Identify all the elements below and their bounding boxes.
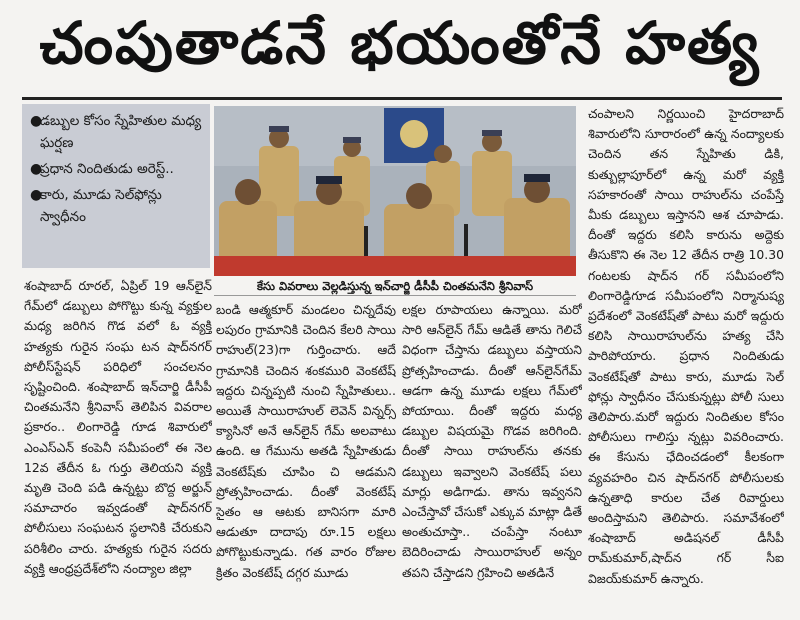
column-text: చంపాలని నిర్ణయించి హైదరాబాద్ శివారులోని సూరారంలో ఉన్న నంద్యాలకు చెందిన తన స్నేహితు డికి, కుత్బుల్లాపూర్‌లో ఉన్న మరో వ్యక్తి సహకారంతో సాయి రాహుల్‌ను చంపేస్తే మీకు డబ్బులు ఇస్తానని ఆశ చూపాడు. దీంతో ఇద్దరు కలిసి కారును అద్దెకు తీసుకొని ఈ నెల 12 తేదీన రాత్రి 10.30 గంటలకు షాద్‌న గర్ సమీపంలోని లింగారెడ్డిగూడ సమీపంలోని నిర్మానుష్య ప్రదేశంలో వెంకటేష్‌తో పాటు మరో ఇద్దురు కలిసి సాయిరాహుల్‌ను హత్య చేసి పారిపోయారు. ప్రధాన నిందితుడు వెంకటేష్‌తో పాటు కారు, మూడు సెల్ ఫోన్లు స్వాధీనం చేసుకున్నట్లు పోలీ సులు తెలిపారు.మరో ఇద్దురు నిందితుల కోసం పోలీసులు గాలిస్తు న్నట్లు వివరించారు. ఈ కేసును ఛేదించడంలో కీలకంగా వ్యవహరిం చిన షాద్‌నగర్ పోలీసులకు ఉన్నతాధి కారుల చేత రివార్డులు అందిస్తామని తెలిపారు. సమావేశంలో శంషాబాద్ అడిషనల్ డీసీపీ రామ్‌కుమార్,షాద్‌న గర్ సీఐ విజయ్‌కుమార్ ఉన్నారు. (588, 106, 784, 586)
column-text: లక్షల రూపాయలు ఉన్నాయి. మరో సారి ఆన్‌లైన్ గేమ్ ఆడితే తాను గెలిచే విధంగా చేస్తాను డబ్బులు వస్తాయని ప్రోత్సహించాడు. దీంతో ఆన్‌లైన్‌గేమ్ ఆడగా ఉన్న మూడు లక్షలు గేమ్‌లో పోయాయి. దీంతో ఇద్దరు మధ్య డబ్బుల విషయమై గొడవ జరిగింది. దీంతో సాయి రాహుల్‌ను తనకు డబ్బులు ఇవ్వాలని వెంకటేష్ పలు మార్లు అడిగాడు. తాను ఇవ్వనని ఎంచేస్తావో చేసుకో ఎక్కువ మాట్లా డితే అంతుచూస్తా.. చంపేస్తా నంటూ బెదిరించాడు సాయిరాహుల్ అన్నం తపని చేస్తాడని గ్రహించి అతడినే (402, 302, 582, 580)
article-column-1 (24, 276, 212, 606)
bullet-icon: ● (30, 161, 43, 177)
highlight-text: డబ్బుల కోసం స్నేహితుల మధ్య ఘర్షణ (40, 113, 202, 151)
bullet-icon: ● (30, 187, 43, 203)
highlights-box (22, 104, 210, 268)
article-column-3 (402, 300, 582, 606)
police-officers-illustration (214, 106, 576, 276)
column-text: శంషాబాద్ రూరల్, ఏప్రిల్ 19 ఆన్‌లైన్ గేమ్‌లో డబ్బులు పోగొట్టు కున్న వ్యక్తుల మధ్య జరిగిన గొడ వలో ఓ వ్యక్తి హత్యకు గురైన సంఘ టన షాద్‌నగర్ పోలీస్‌స్టేషన్ పరిధిలో సంచలనం సృష్టించింది. శంషాబాద్ ఇన్‌చార్జి డీసీపీ చింతమనేని శ్రీనివాస్ తెలిపిన వివరాల ప్రకారం.. లింగారెడ్డి గూడ శివారులో ఎంఎస్ఎన్ కంపెనీ సమీపంలో ఈ నెల 12వ తేదీన ఓ గుర్తు తెలియని వ్యక్తి మృతి చెంది పడి ఉన్నట్టు బొద్ద అర్జున్ సమాచారం ఇవ్వడంతో షాద్‌నగర్ పోలీసులు సంఘటన స్థలానికి చేరుకుని పరిశీలిం చారు. హత్యకు గురైన సదరు వ్యక్తి ఆంధ్రప్రదేశ్‌లోని నంద్యాల జిల్లా (24, 278, 212, 576)
column-text: బండి ఆత్మకూర్ మండలం చిన్నదేవు లపురం గ్రామానికి చెందిన కేలరి సాయి రాహుల్(23)గా గుర్తించారు. ఆదే గ్రామానికి చెందిన శంకమురి వెంకటేష్ ఇద్దరు చిన్నప్పటి నుంచి స్నేహితులు.. అయితే సాయిరాహుల్ లెవెన్ విన్నర్స్ క్యాసినో అనే ఆన్‌లైన్ గేమ్ అలవాటు ఉంది. ఆ గేమును అతడి స్నేహితుడు వెంకటేష్‌కు చూపిం చి ఆడమని ప్రోత్సహించాడు. దీంతో వెంకటేష్ సైతం ఆ ఆటకు బానిసగా మారి ఆడుతూ దాదాపు రూ.15 లక్షలు పోగొట్టుకున్నాడు. గత వారం రోజుల క్రితం వెంకటేష్ దగ్గర మూడు (216, 302, 396, 580)
article-column-2 (216, 300, 396, 606)
article-column-4 (588, 104, 784, 606)
highlight-item (30, 158, 204, 180)
headline: చంపుతాడనే భయంతోనే హత్య (39, 8, 761, 77)
highlight-text: ప్రధాన నిందితుడు అరెస్ట్.. (40, 161, 174, 177)
press-conference-photo (214, 106, 576, 276)
highlight-text: కారు, మూడు సెల్‌ఫోన్లు స్వాధీనం (40, 187, 162, 225)
bullet-icon: ● (30, 113, 43, 129)
photo-caption: కేసు వివరాలు వెల్లడిస్తున్న ఇన్‌చార్జి డీసీపీ చింతమనేని శ్రీనివాస్ (214, 277, 576, 296)
highlight-item (30, 110, 204, 154)
headline-rule (22, 97, 782, 100)
highlight-item (30, 184, 204, 228)
